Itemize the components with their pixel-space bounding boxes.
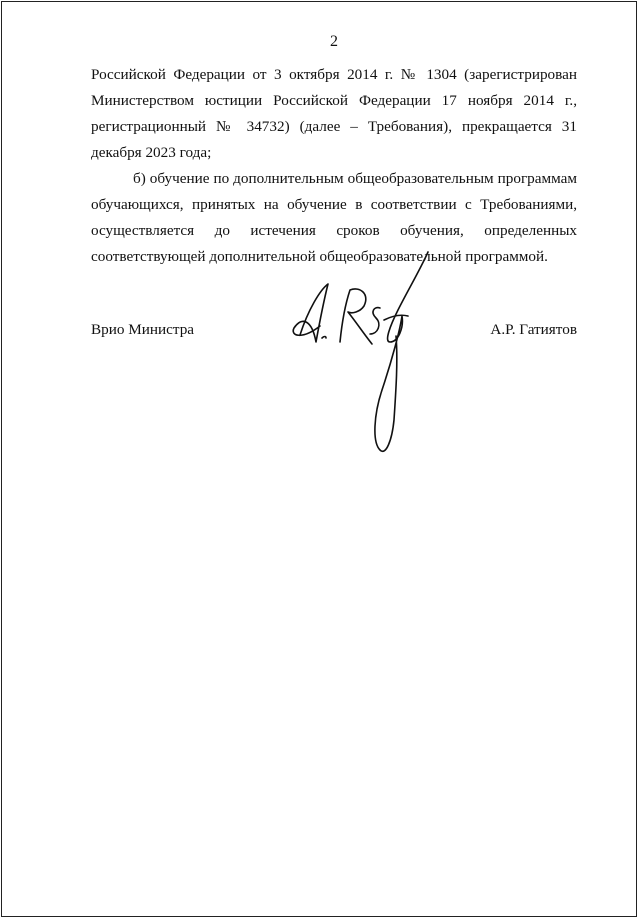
signatory-name: А.Р. Гатиятов	[490, 321, 577, 338]
handwritten-signature-icon	[280, 250, 440, 460]
paragraph-b: б) обучение по дополнительным общеобразовательным программам обучающихся, принятых на обучение в соответствии с Требованиями, осуществляется до истечения сроков обучения, определенных соответствующей дополнительной общеобразовательной программой.	[91, 170, 577, 265]
signatory-position: Врио Министра	[91, 321, 195, 338]
document-body	[91, 62, 577, 270]
paragraph-continuation: Российской Федерации от 3 октября 2014 г. № 1304 (зарегистрирован Министерством юстиции Российской Федерации 17 ноября 2014 г., регистрационный № 34732) (далее – Требования), прекращается 31 декабря 2023 года;	[91, 66, 577, 161]
page-number: 2	[330, 33, 338, 50]
